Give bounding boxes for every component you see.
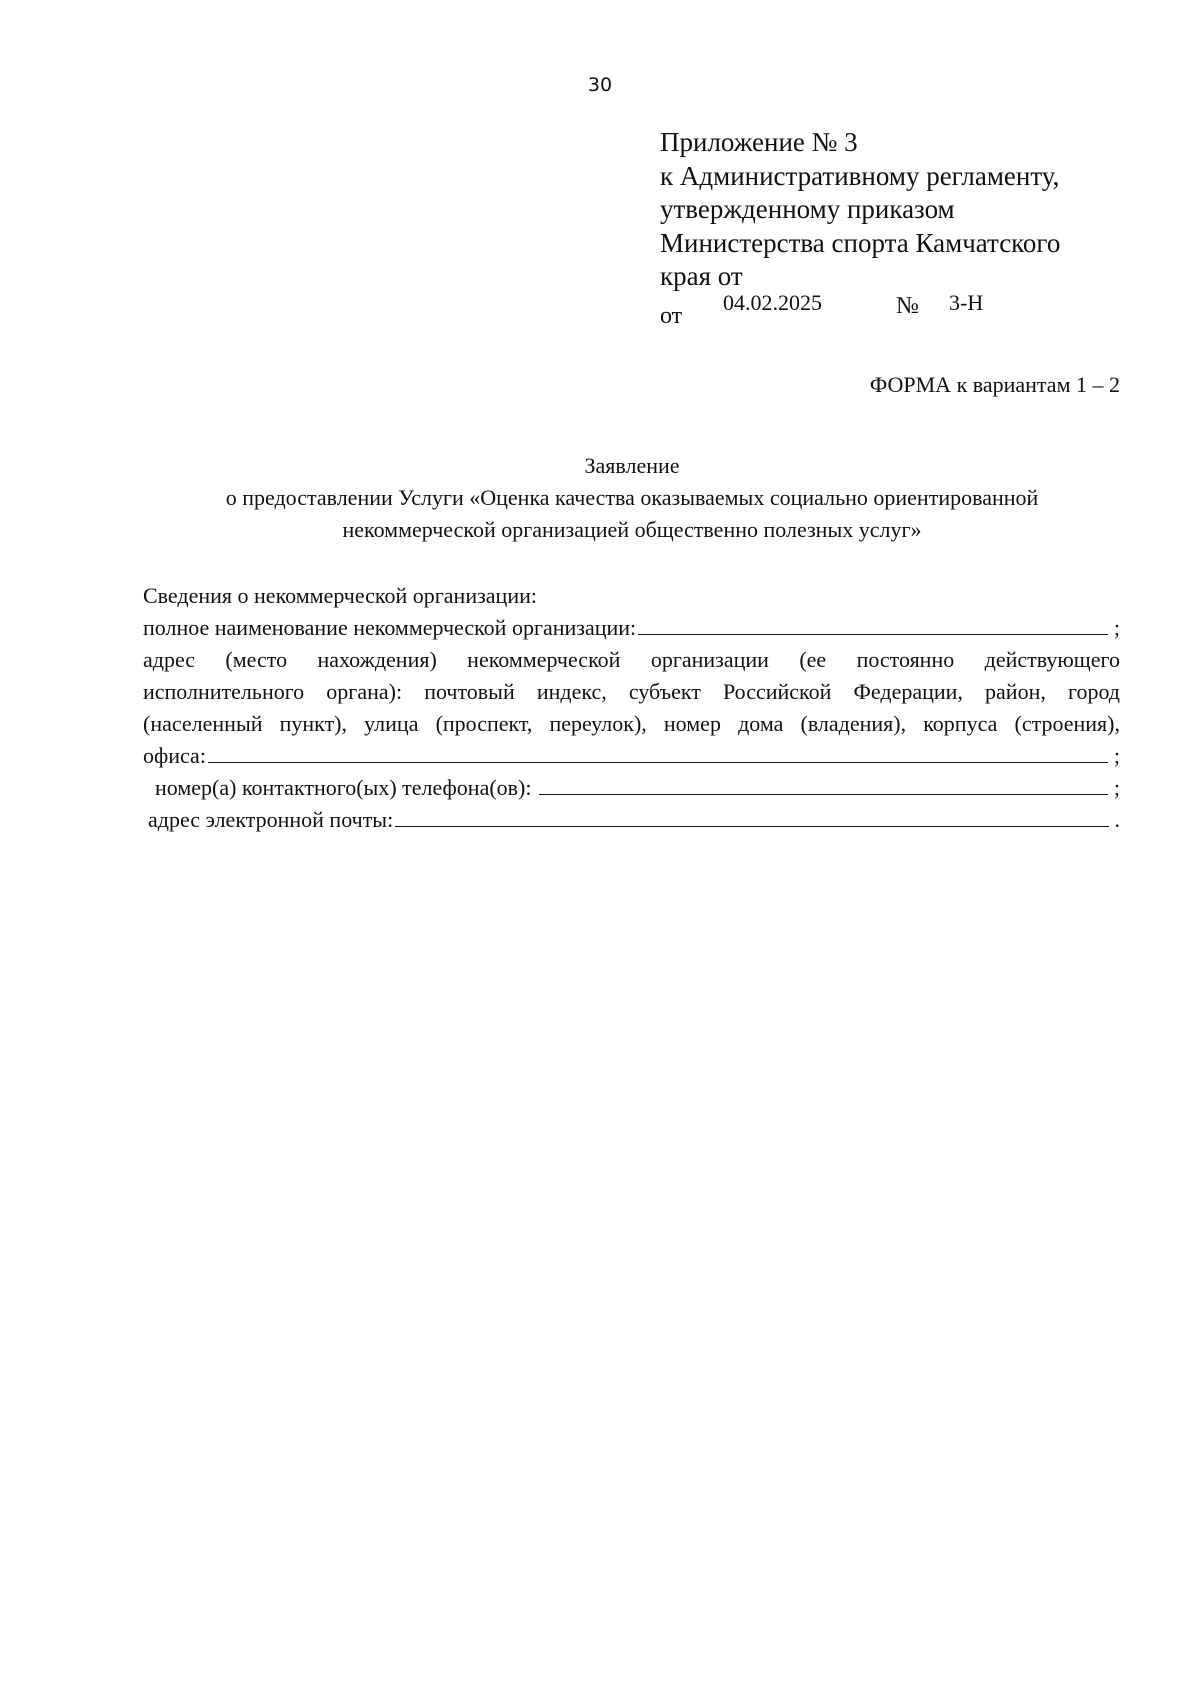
semicolon: ; bbox=[1113, 743, 1120, 768]
statement-subtitle-line: о предоставлении Услуги «Оценка качества оказываемых социально ориентированной bbox=[225, 485, 1039, 510]
phone-label: номер(а) контактного(ых) телефона(ов): bbox=[155, 775, 532, 800]
address-blank[interactable] bbox=[208, 742, 1108, 763]
email-label: адрес электронной почты: bbox=[148, 807, 394, 832]
number-sign: № bbox=[896, 292, 919, 319]
period: . bbox=[1114, 807, 1120, 832]
email-blank[interactable] bbox=[395, 806, 1108, 827]
semicolon: ; bbox=[1113, 615, 1120, 640]
form-label: ФОРМА к вариантам 1 – 2 bbox=[869, 372, 1120, 397]
statement-subtitle-line: некоммерческой организацией общественно полезных услуг» bbox=[342, 517, 922, 542]
appendix-line: утвержденному приказом bbox=[660, 194, 955, 224]
full-name-row bbox=[143, 612, 1120, 644]
appendix-line: края от bbox=[660, 261, 743, 291]
order-number: 3-Н bbox=[949, 289, 984, 315]
statement-title: Заявление bbox=[584, 453, 680, 478]
section-heading-row bbox=[143, 580, 1120, 612]
appendix-line: Министерства спорта Камчатского bbox=[660, 227, 1061, 258]
semicolon: ; bbox=[1113, 775, 1120, 800]
order-date: 04.02.2025 bbox=[723, 289, 822, 315]
office-row bbox=[143, 740, 1120, 772]
phone-blank[interactable] bbox=[539, 774, 1107, 795]
address-description-line: адрес (место нахождения) некоммерческой организации (ее постоянно действующего bbox=[143, 647, 1120, 672]
office-label: офиса: bbox=[143, 743, 206, 768]
appendix-block bbox=[660, 126, 1140, 334]
full-name-label: полное наименование некоммерческой организации: bbox=[143, 615, 637, 640]
statement-heading bbox=[80, 450, 1184, 546]
appendix-title: Приложение № 3 bbox=[660, 127, 858, 157]
appendix-line: к Административному регламенту, bbox=[660, 160, 1060, 191]
section-heading: Сведения о некоммерческой организации: bbox=[143, 583, 537, 608]
address-description-line: (населенный пункт), улица (проспект, переулок), номер дома (владения), корпуса (строения), bbox=[143, 711, 1120, 736]
page-number: 30 bbox=[587, 74, 613, 96]
full-name-blank[interactable] bbox=[638, 614, 1108, 635]
appendix-date-row bbox=[660, 289, 1140, 334]
address-description-line: исполнительного органа): почтовый индекс, субъект Российской Федерации, район, город bbox=[143, 679, 1120, 704]
email-row bbox=[143, 804, 1120, 836]
organization-details bbox=[143, 580, 1120, 836]
date-prefix: от bbox=[660, 302, 683, 329]
phone-row bbox=[143, 772, 1120, 804]
